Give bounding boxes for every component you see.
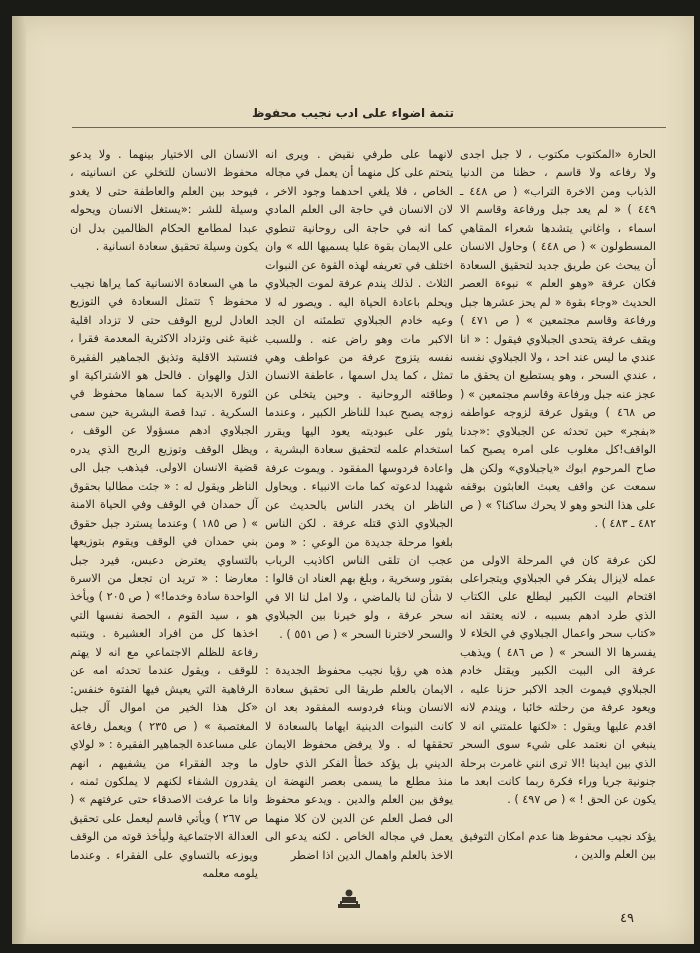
page-number: ٤٩ xyxy=(620,911,634,926)
printer-ornament-icon xyxy=(336,888,362,910)
paragraph: ما هي السعادة الانسانية كما يراها نجيب محفوظ ؟ تتمثل السعادة في التوزيع العادل لريع الوقف حتى لا تزداد اقلية غنية غنى وتزداد الاكثرية المعدمة فقرا ، فتستبد الاقلية وتذيق الجماهير الفقيرة الذل والهوان . فالحل هو الاشتراكية او الثورة الابدية كما سماها محفوظ في السكرية . تبدا قصة البشرية حين سمى الجبلاوي ادهم مسؤولا عن الوقف ، ويظل الوقف وتوزيع الربح الذي يدره قضية الانسان الاولى. فيذهب جبل الى الناظر ويقول له : « جئت مطالبا بحقوق آل حمدان في الوقف وفي الحياة الامنة » ( ص ١٨٥ ) وعندما يسترد جبل حقوق بني حمدان في الوقف ويقوم بتوزيعها بالتساوي يعترض دعبس، فيرد جبل معارضا : « تريد ان تجعل من الاسرة الواحدة سادة وخدما!» ( ص ٢٠٥ ) ويأخذ هو ، سيد القوم ، الحصة نفسها التي اخذها كل من افراد العشيرة . ويتنبه رفاعة للظلم الاجتماعي مع انه لا يهتم للوقف ، ويقول عندما تحدثه امه عن الرفاهية التي يعيش فيها الفتوة خنفس: «كل هذا الخير من اموال آل جبل المغتصبة » ( ص ٢٣٥ ) ويعمل رفاعة على مساعدة الجماهير الفقيرة : « لولاي ما وجد الفقراء من يشفيهم ، انهم يقدرون الشفاء لكنهم لا يملكون ثمنه ، وانا ما عرفت الاصدقاء حتى عرفتهم » ( ص ٢٦٧ ) ويأتي قاسم ليعمل على تحقيق العدالة الاجتماعية وليأخذ قوته من الوقف ويوزعه بالتساوي على الفقراء . وعندما يلومه معلمه xyxy=(70,276,259,881)
page-binding-shadow xyxy=(12,16,26,944)
heading-rule xyxy=(72,127,666,128)
text-column-right xyxy=(460,146,656,868)
text-column-middle xyxy=(265,146,453,868)
paragraph: لكن عرفة كان في المرحلة الاولى من عمله لايزال يفكر في الجبلاوي ويتجراعلى اقتحام البيت الكبير ليطلع على الكتاب الذي طرد ادهم بسببه ، لانه يعتقد انه «كتاب سحر واعمال الجبلاوي في الخلاء لا يفسرها الا السحر » ( ص ٤٨٦ ) ويذهب عرفة الى البيت الكبير ويقتل خادم الجبلاوي فيموت الجد الاكبر حزنا عليه ، ويعود عرفة من رحلته خائبا ، ويندم لانه اقدم عليها ويقول : «لكنها علمتني انه لا ينبغي ان نعتمد على شيء سوى السحر الذي بين ايدينا !الا ترى انني غامرت برحلة جنونية جريا وراء فكرة ربما كانت ابعد ما يكون عن الحق ! » ( ص ٤٩٧ ) . xyxy=(460,553,656,807)
magazine-page xyxy=(12,16,694,944)
paragraph: يؤكد نجيب محفوظ هنا عدم امكان التوفيق بين العلم والدين ، xyxy=(460,829,656,862)
text-column-left xyxy=(70,146,259,881)
paragraph: الانسان الى الاختيار بينهما . ولا يدعو محفوظ الانسان للتخلي عن انسانيته ، فيوحد بين العلم والعاطفة حتى لا يغدو وسيلة للشر :«يستغل الانسان ويحوله عبدا لمطامع الحكام الظالمين بدل ان يكون وسيلة تحقيق سعادة انسانية . xyxy=(70,148,258,254)
article-heading: تتمة اضواء على ادب نجيب محفوظ xyxy=(251,106,455,120)
paragraph: هذه هي رؤيا نجيب محفوظ الجديدة : الايمان بالعلم طريقا الى تحقيق سعادة الانسان وبناء فردوسه المفقود بعد ان كانت النبوات الدينية ايهاما بالسعادة لا تحققها له . ولا يرفض محفوظ الايمان الديني بل يؤكد خطأ الفكر الذي حاول منذ مطلع ما يسمى بعصر النهضة ان يوفق بين العلم والدين . ويدعو محفوظ الى فصل العلم عن الدين لان كلا منهما يعمل في مجاله الخاص . لكنه يدعو الى الاخذ بالعلم واهمال الدين اذا اضطر xyxy=(265,664,453,862)
paragraph: الحارة «المكتوب مكتوب ، لا جبل اجدى ولا رفاعه ولا قاسم ، حظنا من الدنيا الذباب ومن الاخرة التراب» ( ص ٤٤٨ ـ ٤٤٩ ) « لم يعد جبل ورفاعة وقاسم الا اسماء ، واغاني يتشدها شعراء المقاهي المسطولون » ( ص ٤٤٨ ) وحاول الانسان أن يبحث عن طريق جديد لتحقيق السعادة فكان عرفة «وهو العلم » نبوءة العصر الحديث «وجاء بقوة « لم يحز عشرها جبل ورفاعة وقاسم مجتمعين » ( ص ٤٧١ ) ويقف عرفة يتحدى الجبلاوي فيقول : « انا عندي ما ليس عند احد ، ولا الجبلاوي نفسه ، عندي السحر ، وهو يستطيع ان يحقق ما عجز عنه جبل ورفاعة وقاسم مجتمعين » ( ص ٤٦٨ ) ويقول عرفة لزوجه عواطفه «بفجر» حين تحدثه عن الجبلاوي :«جدنا الواقف!كل مغلوب على امره يصيح كما صاح المرحوم ابوك «ياجبلاوي» ولكن هل سمعت عن واقف يعبث العابثون بوقفه على هذا النحو وهو لا يحرك ساكنا؟ » ( ص ٤٨٢ ـ ٤٨٣ ) . xyxy=(460,148,656,531)
paragraph: لانهما على طرفي نقيض . ويرى انه يتحتم على كل منهما أن يعمل في مجاله الخاص ، فلا يلغي احدهما وجود الاخر ، لان الانسان في حاجة الى العلم المادي كما انه في حاجة الى روحانية تنطوي على الايمان بقوة عليا يسميها الله » وان اختلف في تعريفه لهذه القوة عن النبوات الثلاث . لذلك يندم عرفة لموت الجبلاوي ويحلم باعادة الحياة اليه . ويصور له لا وعيه خادم الجبلاوي تطمئنه ان الجد الاكبر مات وهو راض عنه . وللسبب نفسه يتزوج عرفة من عواطف وهي تمثل ، كما يدل اسمها ، عاطفة الانسان وطاقته الروحانية . وحين يتخلى عن زوجه يصبح عبدا للناظر الكبير ، وعندما يثور على عبوديته يعود اليها ويقرر استخدام علمه لتحقيق سعادة البشرية ، واعادة فردوسها المفقود . ويموت عرفة شهيدا لدعوته كما مات الانبياء . ويحاول الناظر ان يخدر الناس بالحديث عن الجبلاوي الذي قتله عرفة . لكن الناس بلغوا مرحلة جديدة من الوعي : « ومن عجب ان تلقى الناس اكاذيب الرباب بفتور وسخرية ، وبلغ بهم العناد ان قالوا : لا شأن لنا بالماضي ، ولا امل لنا الا في سحر عرفة ، ولو خيرنا بين الجبلاوي والسحر لاخترنا السحر » ( ص ٥٥١ ) . xyxy=(265,148,453,641)
